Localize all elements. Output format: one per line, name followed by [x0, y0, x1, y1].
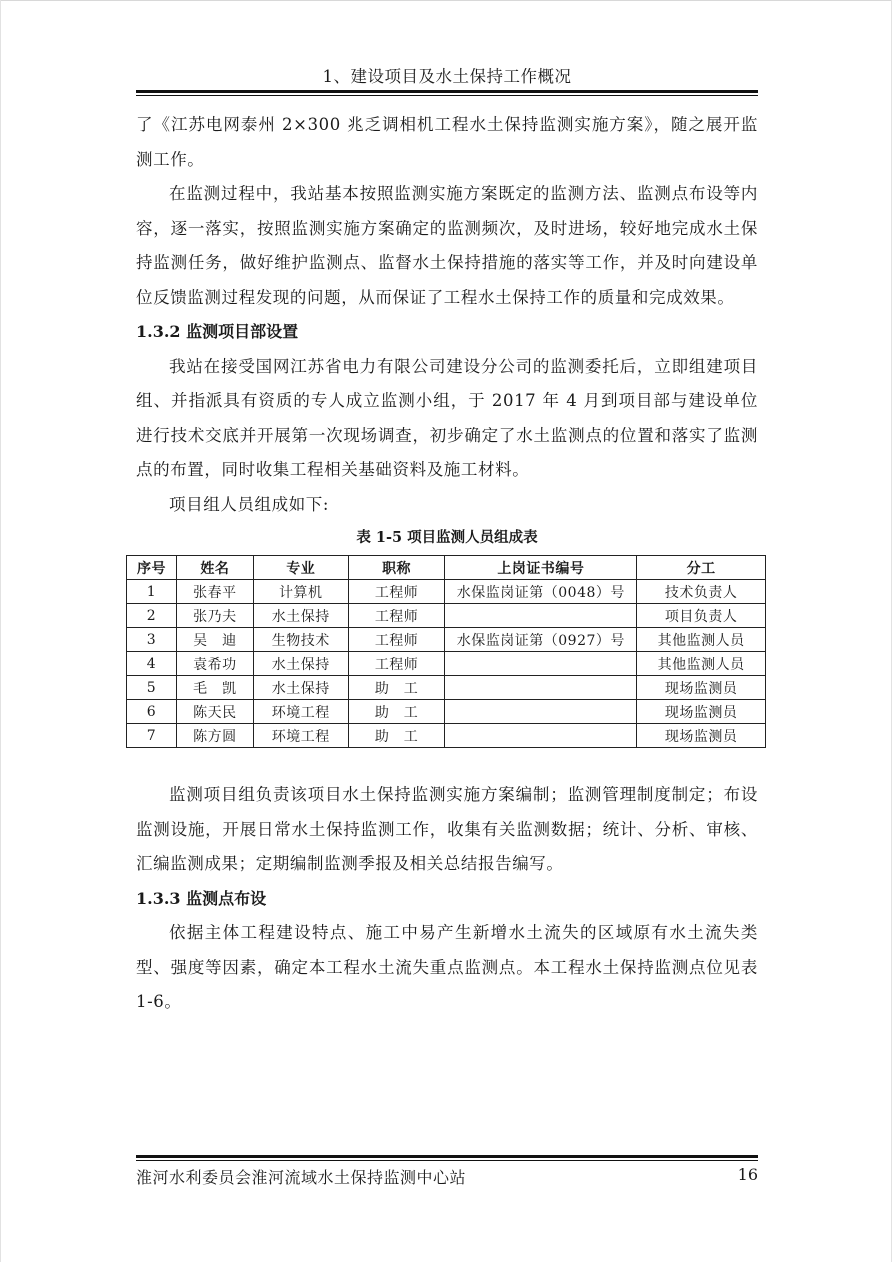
cell-certificate [445, 652, 637, 676]
paragraph-continued: 了《江苏电网泰州 2×300 兆乏调相机工程水土保持监测实施方案》，随之展开监测工作。 [136, 115, 758, 169]
paragraph-team-intro: 项目组人员组成如下: [169, 494, 330, 514]
table-header-row [127, 556, 766, 580]
page-edge-top [0, 0, 892, 1]
cell-certificate: 水保监岗证第（0048）号 [445, 580, 637, 604]
cell-role: 现场监测员 [637, 724, 766, 748]
cell-index: 4 [127, 652, 177, 676]
cell-major: 环境工程 [253, 700, 348, 724]
cell-name: 陈天民 [176, 700, 253, 724]
page-edge-left [0, 0, 1, 1262]
cell-index: 6 [127, 700, 177, 724]
cell-name: 张春平 [176, 580, 253, 604]
cell-index: 2 [127, 604, 177, 628]
cell-major: 水土保持 [253, 676, 348, 700]
cell-role: 其他监测人员 [637, 628, 766, 652]
cell-certificate [445, 700, 637, 724]
table-row [127, 676, 766, 700]
cell-major: 水土保持 [253, 652, 348, 676]
cell-title: 工程师 [348, 652, 445, 676]
section-heading-1-3-3: 1.3.3 监测点布设 [136, 888, 267, 908]
cell-name: 张乃夫 [176, 604, 253, 628]
footer-rule-thick [136, 1155, 758, 1158]
header-rule-thick [136, 90, 758, 93]
cell-title: 助 工 [348, 700, 445, 724]
cell-index: 3 [127, 628, 177, 652]
cell-role: 项目负责人 [637, 604, 766, 628]
cell-index: 5 [127, 676, 177, 700]
cell-title: 工程师 [348, 580, 445, 604]
cell-major: 生物技术 [253, 628, 348, 652]
table-caption: 表 1-5 项目监测人员组成表 [356, 529, 538, 546]
spacer [136, 748, 758, 778]
cell-role: 现场监测员 [637, 676, 766, 700]
footer-organization: 淮河水利委员会淮河流域水土保持监测中心站 [136, 1168, 467, 1187]
page-number: 16 [737, 1165, 758, 1184]
cell-index: 7 [127, 724, 177, 748]
cell-major: 水土保持 [253, 604, 348, 628]
cell-major: 环境工程 [253, 724, 348, 748]
cell-title: 助 工 [348, 724, 445, 748]
staff-table [126, 555, 766, 748]
cell-certificate [445, 676, 637, 700]
paragraph-team-duties: 监测项目组负责该项目水土保持监测实施方案编制；监测管理制度制定；布设监测设施，开展日常水土保持监测工作，收集有关监测数据；统计、分析、审核、汇编监测成果；定期编制监测季报及相关总结报告编写。 [136, 785, 758, 873]
header-rule-thin [136, 95, 758, 96]
header-cell-role: 分工 [637, 556, 766, 580]
cell-major: 计算机 [253, 580, 348, 604]
table-row [127, 628, 766, 652]
cell-role: 现场监测员 [637, 700, 766, 724]
cell-name: 毛 凯 [176, 676, 253, 700]
header-cell-certificate: 上岗证书编号 [445, 556, 637, 580]
cell-certificate: 水保监岗证第（0927）号 [445, 628, 637, 652]
header-cell-major: 专业 [253, 556, 348, 580]
cell-title: 助 工 [348, 676, 445, 700]
header-cell-name: 姓名 [176, 556, 253, 580]
running-header-title: 1、建设项目及水土保持工作概况 [322, 67, 572, 86]
section-heading-1-3-2: 1.3.2 监测项目部设置 [136, 322, 299, 341]
cell-name: 陈方圆 [176, 724, 253, 748]
table-row [127, 580, 766, 604]
cell-title: 工程师 [348, 628, 445, 652]
table-row [127, 700, 766, 724]
header-cell-index: 序号 [127, 556, 177, 580]
footer-rule-thin [136, 1160, 758, 1161]
cell-index: 1 [127, 580, 177, 604]
cell-name: 袁希功 [176, 652, 253, 676]
header-cell-title: 职称 [348, 556, 445, 580]
cell-title: 工程师 [348, 604, 445, 628]
cell-role: 其他监测人员 [637, 652, 766, 676]
cell-certificate [445, 604, 637, 628]
table-row [127, 652, 766, 676]
paragraph-monitoring-process: 在监测过程中，我站基本按照监测实施方案既定的监测方法、监测点布设等内容，逐一落实，按照监测实施方案确定的监测频次，及时进场，较好地完成水土保持监测任务，做好维护监测点、监督水土保持措施的落实等工作，并及时向建设单位反馈监测过程发现的问题，从而保证了工程水土保持工作的质量和完成效果。 [136, 184, 758, 307]
paragraph-project-setup: 我站在接受国网江苏省电力有限公司建设分公司的监测委托后，立即组建项目组、并指派具有资质的专人成立监测小组，于 2017 年 4 月到项目部与建设单位进行技术交底并开展第一次现场调查，初步确定了水土监测点的位置和落实了监测点的布置，同时收集工程相关基础资料及施工材料。 [136, 356, 758, 479]
page-body [136, 108, 758, 1020]
cell-certificate [445, 724, 637, 748]
cell-role: 技术负责人 [637, 580, 766, 604]
table-row [127, 604, 766, 628]
cell-name: 吴 迪 [176, 628, 253, 652]
paragraph-monitoring-points: 依据主体工程建设特点、施工中易产生新增水土流失的区域原有水土流失类型、强度等因素，确定本工程水土流失重点监测点。本工程水土保持监测点位见表 1-6。 [136, 923, 758, 1011]
table-row [127, 724, 766, 748]
